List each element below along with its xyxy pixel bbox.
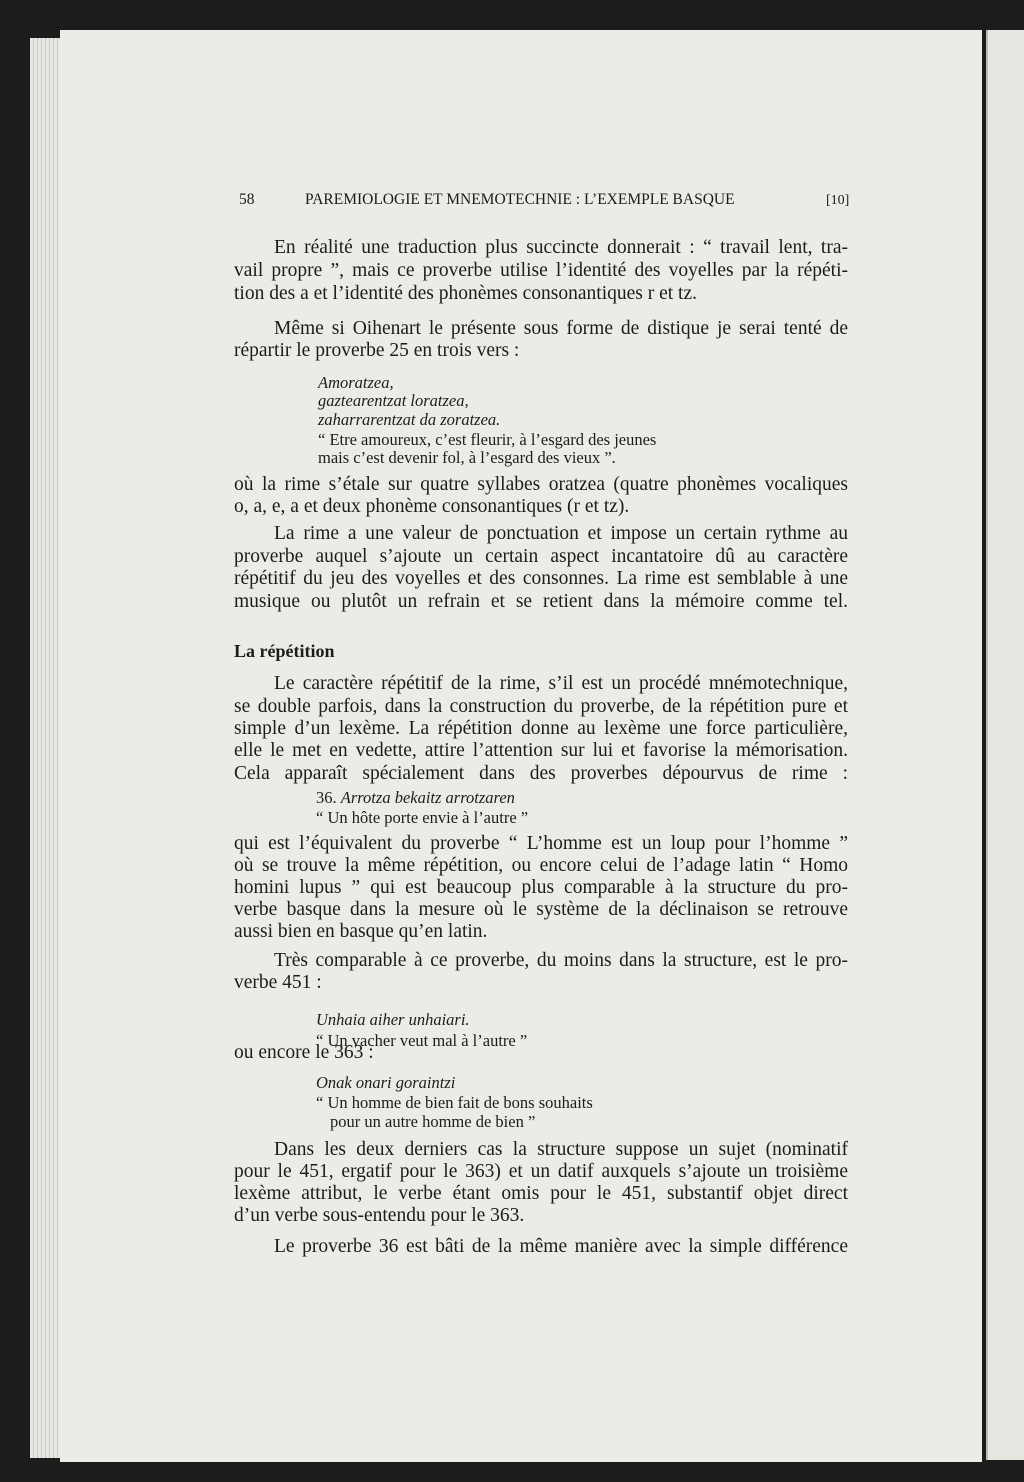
text-line: Cela apparaît spécialement dans des proverbes dépourvus de rime : bbox=[234, 763, 848, 784]
text-line: Même si Oihenart le présente sous forme de distique je serai tenté de bbox=[274, 318, 848, 339]
verse-translation: “ Etre amoureux, c’est fleurir, à l’esgard des jeunes bbox=[318, 430, 657, 449]
facing-page-edge bbox=[986, 30, 1024, 1460]
text-line: pour le 451, ergatif pour le 363) et un datif auxquels s’ajoute un troisième bbox=[234, 1161, 848, 1182]
proverb-translation: pour un autre homme de bien ” bbox=[330, 1112, 536, 1131]
text-line: aussi bien en basque qu’en latin. bbox=[234, 921, 488, 942]
text-line: répétitif du jeu des voyelles et des consonnes. La rime est semblable à une bbox=[234, 568, 848, 589]
text-line: qui est l’équivalent du proverbe “ L’homme est un loup pour l’homme ” bbox=[234, 833, 848, 854]
verse-line: gaztearentzat loratzea, bbox=[318, 391, 469, 410]
text-line: Le proverbe 36 est bâti de la même manière avec la simple différence bbox=[274, 1236, 848, 1257]
text-line: verbe basque dans la mesure où le système de la déclinaison se retrouve bbox=[234, 899, 848, 920]
text-line: En réalité une traduction plus succincte donnerait : “ travail lent, tra- bbox=[274, 237, 848, 258]
proverb-number: 36. bbox=[316, 788, 337, 807]
text-line: verbe 451 : bbox=[234, 972, 322, 993]
text-line: Le caractère répétitif de la rime, s’il est un procédé mnémotechnique, bbox=[274, 673, 848, 694]
proverb-translation: “ Un vacher veut mal à l’autre ” bbox=[316, 1031, 528, 1050]
verse-line: zaharrarentzat da zoratzea. bbox=[318, 410, 501, 429]
proverb-basque: Onak onari goraintzi bbox=[316, 1073, 456, 1092]
text-line: se double parfois, dans la construction du proverbe, de la répétition pure et bbox=[234, 696, 848, 717]
text-line: tion des a et l’identité des phonèmes consonantiques r et tz. bbox=[234, 283, 698, 304]
text-line: vail propre ”, mais ce proverbe utilise l’identité des voyelles par la répéti- bbox=[234, 260, 848, 281]
section-heading: La répétition bbox=[234, 641, 335, 661]
page-number: 58 bbox=[239, 191, 255, 208]
text-line: musique ou plutôt un refrain et se retient dans la mémoire comme tel. bbox=[234, 591, 848, 612]
text-line: répartir le proverbe 25 en trois vers : bbox=[234, 340, 520, 361]
text-line: simple d’un lexème. La répétition donne au lexème une force particulière, bbox=[234, 718, 848, 739]
text-line: Très comparable à ce proverbe, du moins dans la structure, est le pro- bbox=[274, 950, 848, 971]
text-line: La rime a une valeur de ponctuation et impose un certain rythme au bbox=[274, 523, 848, 544]
text-line: ou encore le 363 : bbox=[234, 1042, 374, 1063]
proverb-basque: Unhaia aiher unhaiari. bbox=[316, 1010, 470, 1029]
text-line: où la rime s’étale sur quatre syllabes oratzea (quatre phonèmes vocaliques bbox=[234, 474, 848, 495]
text-line: Dans les deux derniers cas la structure suppose un sujet (nominatif bbox=[274, 1139, 848, 1160]
proverb-translation: “ Un hôte porte envie à l’autre ” bbox=[316, 808, 529, 827]
text-line: lexème attribut, le verbe étant omis pour le 451, substantif objet direct bbox=[234, 1183, 848, 1204]
text-line: elle le met en vedette, attire l’attention sur lui et favorise la mémorisation. bbox=[234, 740, 848, 761]
text-line: homini lupus ” qui est beaucoup plus comparable à la structure du pro- bbox=[234, 877, 848, 898]
text-line: o, a, e, a et deux phonème consonantiques (r et tz). bbox=[234, 496, 630, 517]
running-title: PAREMIOLOGIE ET MNEMOTECHNIE : L’EXEMPLE BASQUE bbox=[305, 191, 735, 208]
verse-line: Amoratzea, bbox=[318, 373, 394, 392]
proverb-translation: “ Un homme de bien fait de bons souhaits bbox=[316, 1093, 593, 1112]
proverb-36 bbox=[316, 788, 930, 807]
section-ref: [10] bbox=[826, 193, 850, 208]
text-line: d’un verbe sous-entendu pour le 363. bbox=[234, 1205, 525, 1226]
text-line: où se trouve la même répétition, ou encore celui de l’adage latin “ Homo bbox=[234, 855, 848, 876]
verse-translation: mais c’est devenir fol, à l’esgard des vieux ”. bbox=[318, 448, 616, 467]
text-line: proverbe auquel s’ajoute un certain aspect incantatoire dû au caractère bbox=[234, 546, 848, 567]
proverb-basque: Arrotza bekaitz arrotzaren bbox=[340, 788, 515, 807]
